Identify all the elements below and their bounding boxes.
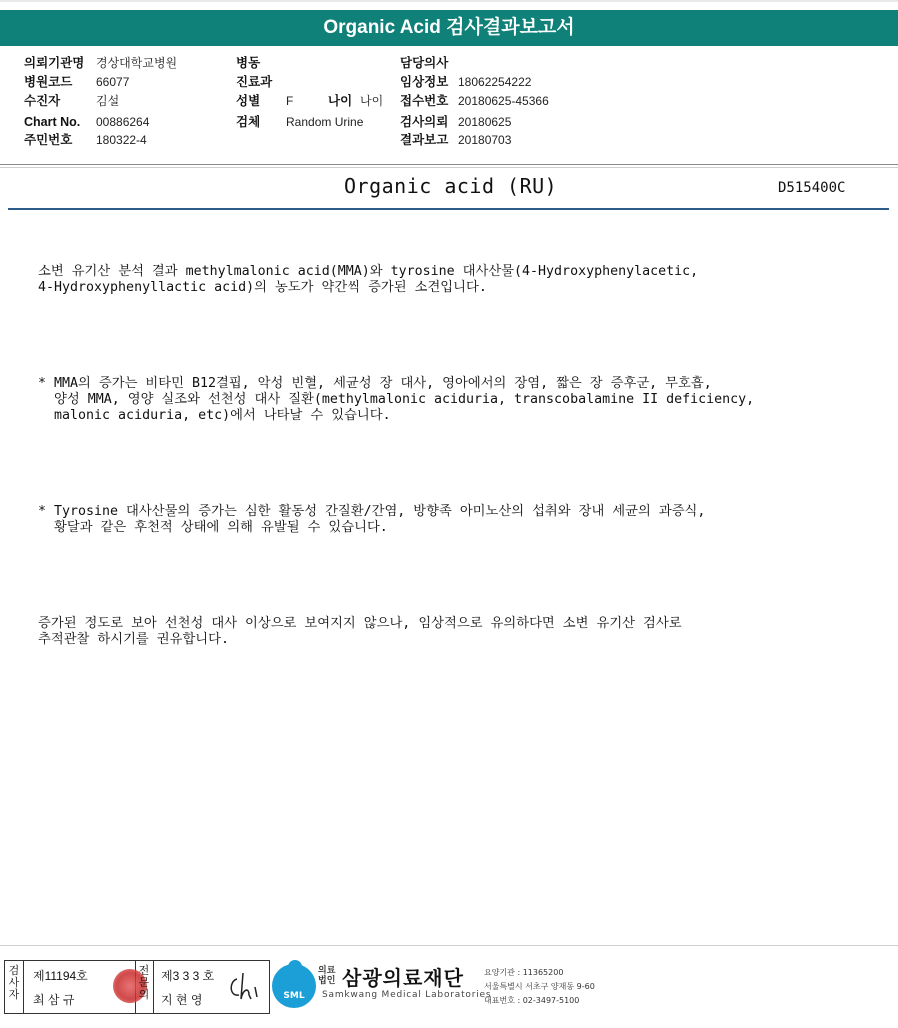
org-logo <box>272 960 595 1012</box>
field-label: 임상정보 <box>400 75 449 89</box>
field-value: 18062254222 <box>458 75 532 89</box>
field-label: 수진자 <box>24 94 61 108</box>
logo-circle-icon <box>272 964 316 1008</box>
field-label: 성별 <box>236 94 261 108</box>
field-value: 20180625-45366 <box>458 94 549 108</box>
org-contact <box>484 966 595 1008</box>
org-type: 의료 법인 <box>318 966 336 986</box>
specialist-label: 전문의 <box>138 964 150 1001</box>
field-label: 검사의뢰 <box>400 115 449 129</box>
top-border <box>0 0 898 2</box>
field-value: Random Urine <box>286 115 364 129</box>
field-label: 병원코드 <box>24 75 73 89</box>
field-label: 진료과 <box>236 75 273 89</box>
field-label: 접수번호 <box>400 94 449 108</box>
section-title: Organic acid (RU) <box>344 174 558 198</box>
report-paragraph: * Tyrosine 대사산물의 증가는 심한 활동성 간질환/간염, 방향족 아미노산의 섭취와 장내 세균의 과증식, 황달과 같은 후천적 상태에 의해 유발될 수 있습니다. <box>38 504 706 535</box>
signature-box <box>4 960 270 1014</box>
patient-info <box>24 54 884 154</box>
specialist-name: 지 현 영 <box>161 993 203 1007</box>
field-value: F <box>286 94 294 108</box>
org-phone: 대표번호 : 02-3497-5100 <box>484 996 580 1005</box>
inspector-label: 검사자 <box>8 964 20 1001</box>
field-value: 20180703 <box>458 133 512 147</box>
field-label: 담당의사 <box>400 56 449 70</box>
specialist-cell <box>153 961 268 1013</box>
field-label: 검체 <box>236 115 261 129</box>
section-code: D515400C <box>778 180 846 196</box>
field-label: 주민번호 <box>24 133 73 147</box>
report-title: Organic Acid 검사결과보고서 <box>0 10 898 46</box>
field-label: 나이 <box>328 94 353 108</box>
field-label: 결과보고 <box>400 133 449 147</box>
inspector-cell <box>23 961 136 1013</box>
report-paragraph: 소변 유기산 분석 결과 methylmalonic acid(MMA)와 tyrosine 대사산물(4-Hydroxyphenylacetic, 4-Hydroxyphenyllactic acid)의 농도가 약간씩 증가된 소견입니다. <box>38 264 699 295</box>
org-name-en: Samkwang Medical Laboratories <box>322 990 492 1000</box>
inspector-label-cell <box>5 961 24 1013</box>
field-value: 66077 <box>96 75 130 89</box>
footer-divider <box>0 945 898 946</box>
divider <box>0 164 898 165</box>
org-code: 요양기관 : 11365200 <box>484 968 564 977</box>
report-body <box>38 232 838 664</box>
signature-icon <box>225 969 265 1005</box>
divider <box>0 167 898 168</box>
field-label: 의뢰기관명 <box>24 56 85 70</box>
inspector-name: 최 삼 규 <box>33 993 75 1007</box>
field-value: 00886264 <box>96 115 150 129</box>
field-value: 180322-4 <box>96 133 147 147</box>
specialist-label-cell <box>135 961 154 1013</box>
report-paragraph: 증가된 정도로 보아 선천성 대사 이상으로 보여지지 않으나, 임상적으로 유의하다면 소변 유기산 검사로 추적관찰 하시기를 권유합니다. <box>38 616 682 647</box>
field-value: 김설 <box>96 94 120 108</box>
org-address: 서울특별시 서초구 양재동 9-60 <box>484 982 595 991</box>
field-label: Chart No. <box>24 115 81 129</box>
field-value: 경상대학교병원 <box>96 56 178 70</box>
logo-text: SML <box>283 991 305 1001</box>
section-divider <box>8 208 889 210</box>
org-name: 삼광의료재단 <box>342 966 464 990</box>
field-value: 20180625 <box>458 115 512 129</box>
inspector-license: 제11194호 <box>33 969 88 983</box>
specialist-license: 제3 3 3 호 <box>161 969 215 983</box>
field-label: 병동 <box>236 56 261 70</box>
report-paragraph: * MMA의 증가는 비타민 B12결핍, 악성 빈혈, 세균성 장 대사, 영아에서의 장염, 짧은 장 증후군, 무호흡, 양성 MMA, 영양 실조와 선천성 대사 질환(methylmalonic aciduria, transcobalamine II deficiency, malonic aciduria, etc)에서 나타날 수 있습니다. <box>38 376 755 423</box>
field-value: 나이 <box>360 94 384 108</box>
